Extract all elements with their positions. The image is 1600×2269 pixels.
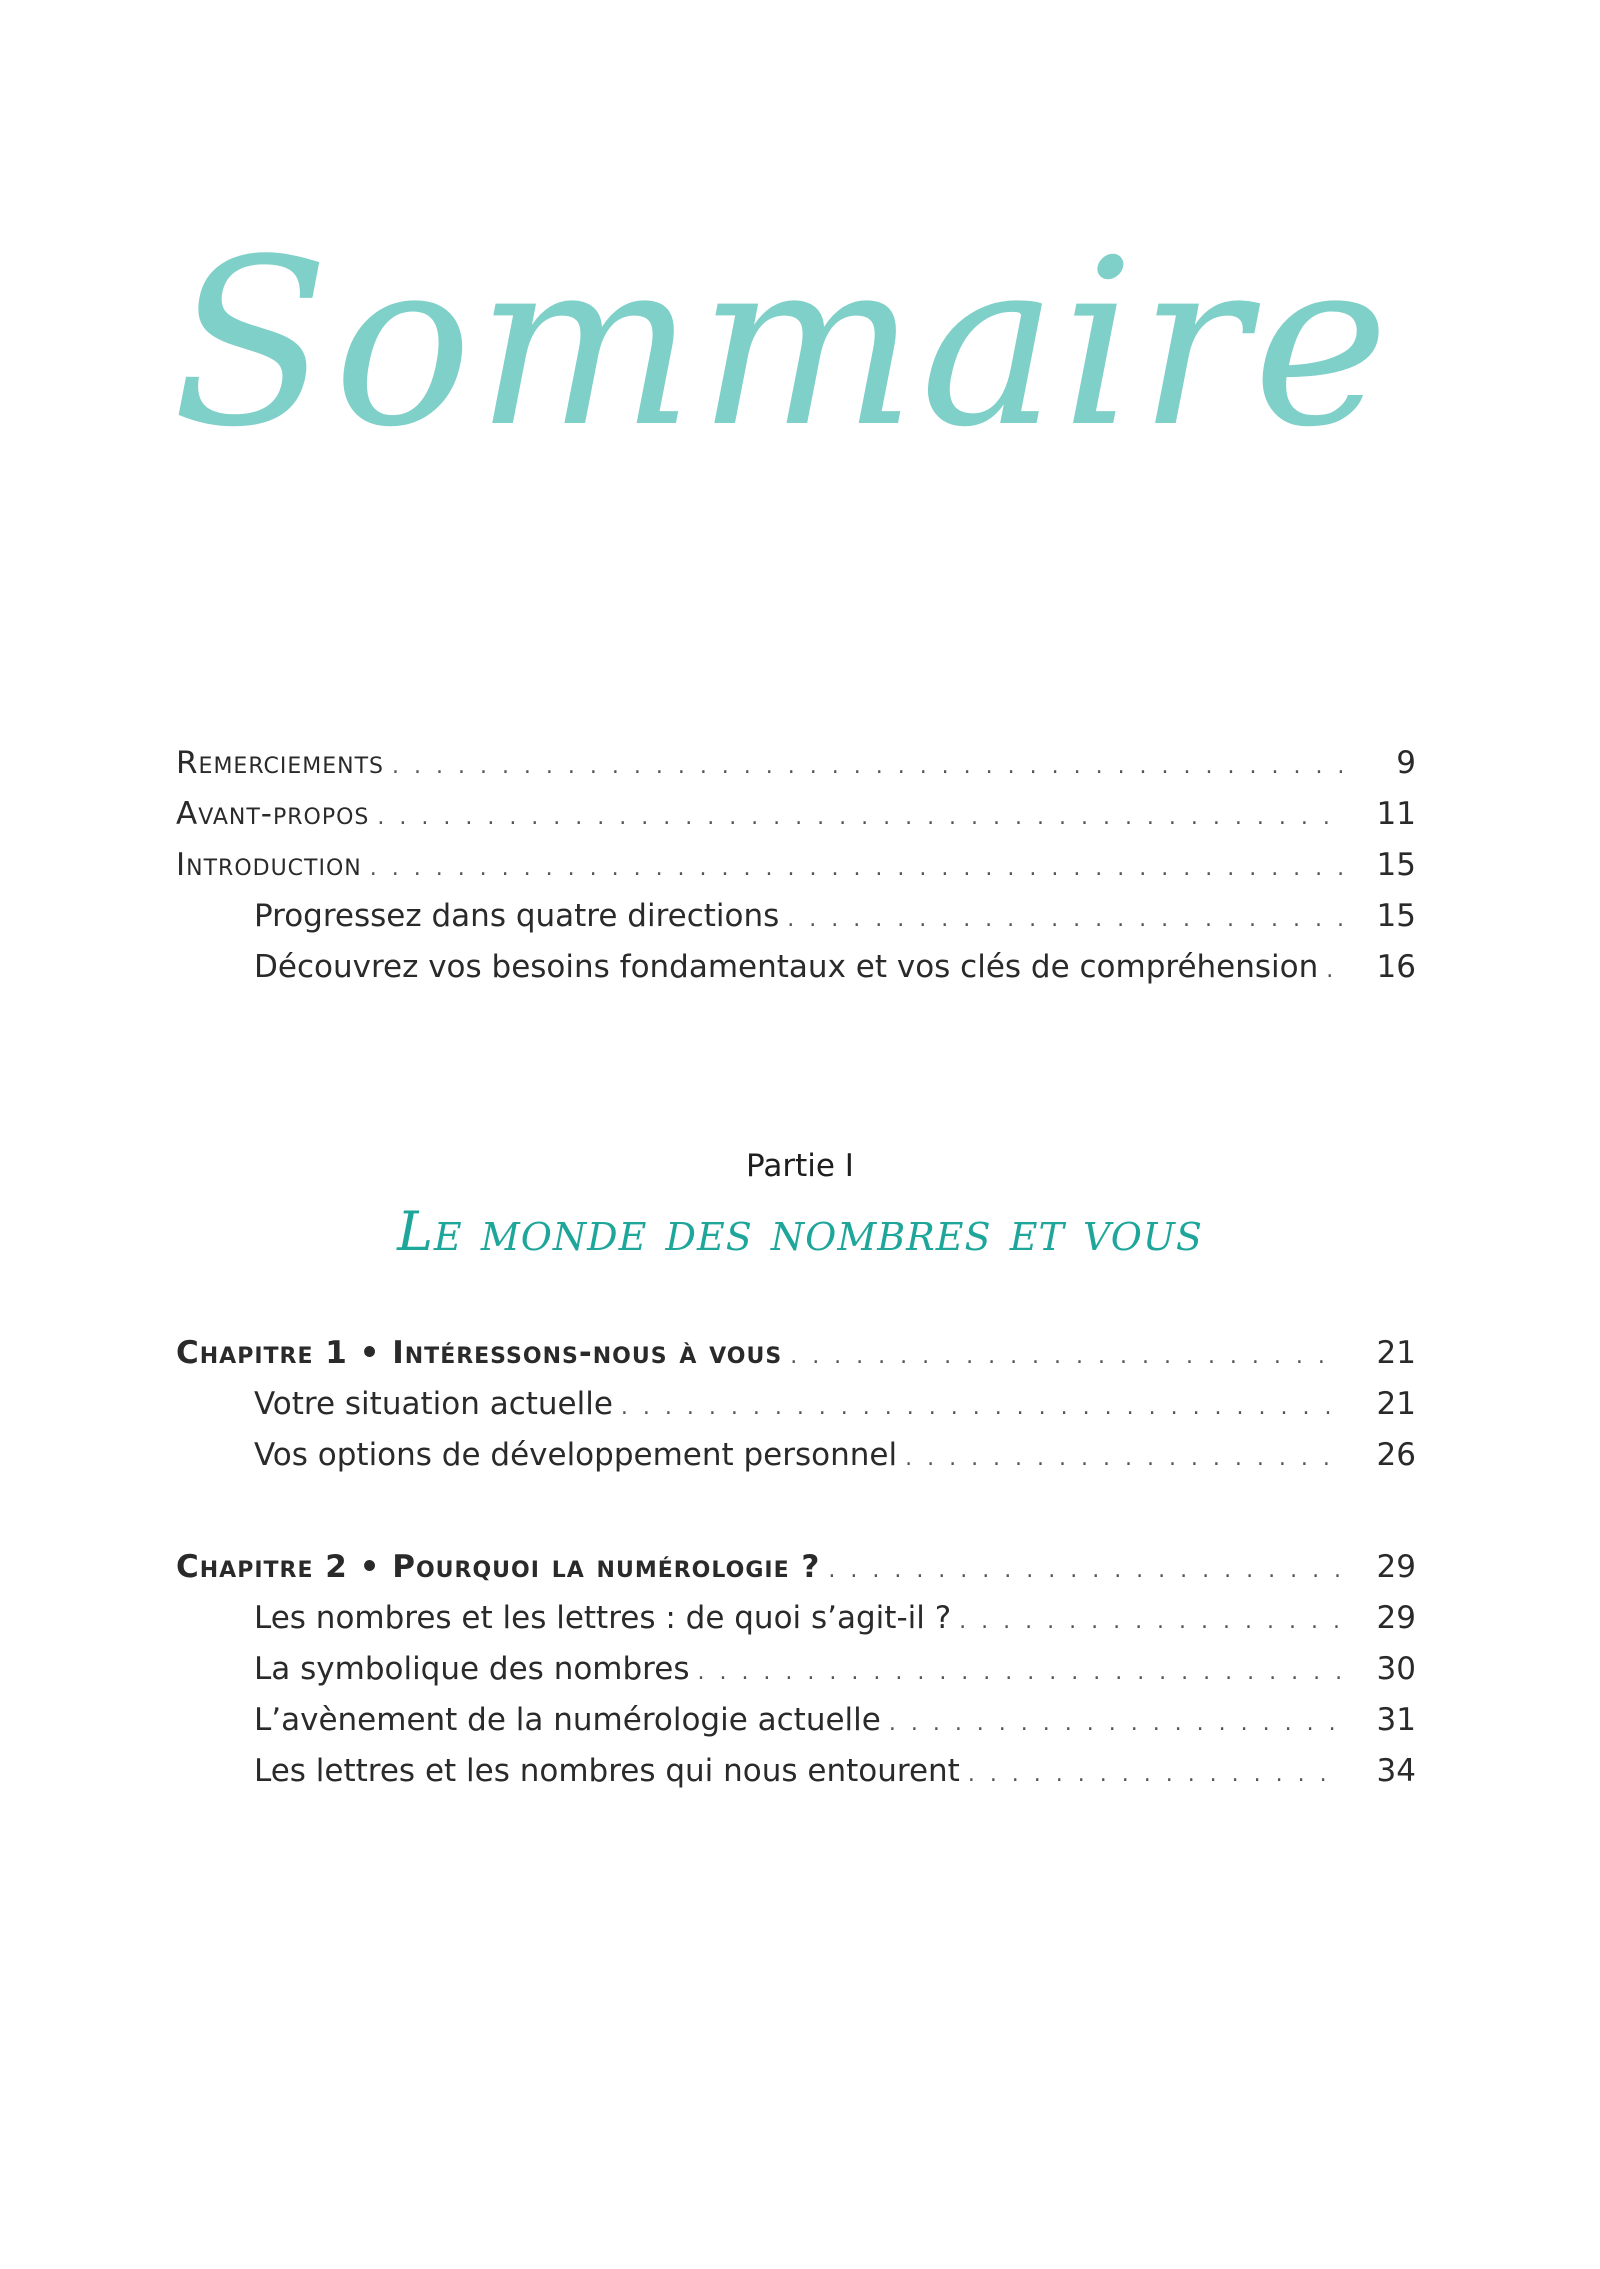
toc-chapter-1: [176, 1328, 1416, 1481]
toc-entry-label: L’avènement de la numérologie actuelle: [254, 1702, 881, 1738]
dot-leader: [905, 1433, 1342, 1484]
toc-section[interactable]: [176, 1644, 1416, 1695]
toc-entry-label: La symbolique des nombres: [254, 1651, 690, 1687]
toc-section[interactable]: [176, 1695, 1416, 1746]
dot-leader: [621, 1382, 1342, 1433]
toc-entry-label: Découvrez vos besoins fondamentaux et vos clés de compréhension: [254, 949, 1319, 985]
toc-entry-label: Les lettres et les nombres qui nous entourent: [254, 1753, 960, 1789]
toc-entry-decouvrez[interactable]: [176, 942, 1416, 993]
toc-section[interactable]: [176, 1430, 1416, 1481]
toc-page-number: 34: [1376, 1753, 1416, 1789]
dot-leader: [889, 1698, 1342, 1749]
toc-chapter-heading[interactable]: [176, 1542, 1416, 1593]
toc-entry-avant-propos[interactable]: [176, 789, 1416, 840]
toc-page-number: 21: [1376, 1335, 1416, 1371]
page-title: Sommaire: [172, 211, 1393, 478]
toc-page-number: 29: [1376, 1549, 1416, 1585]
toc-page-number: 30: [1376, 1651, 1416, 1687]
toc-entry-label: Remerciements: [176, 745, 385, 781]
toc-entry-label: Vos options de développement personnel: [254, 1437, 898, 1473]
toc-page-number: 21: [1376, 1386, 1416, 1422]
dot-leader: [392, 741, 1342, 792]
toc-entry-label: Votre situation actuelle: [254, 1386, 613, 1422]
dot-leader: [790, 1331, 1342, 1382]
toc-front-matter: [176, 738, 1416, 993]
toc-entry-label: Introduction: [176, 847, 362, 883]
toc-page-number: 29: [1376, 1600, 1416, 1636]
part-title: Le monde des nombres et vous: [397, 1200, 1203, 1263]
dot-leader: [828, 1545, 1342, 1596]
toc-entry-label: Progressez dans quatre directions: [254, 898, 780, 934]
toc-page-number: 16: [1376, 949, 1416, 985]
dot-leader: [787, 894, 1342, 945]
toc-page-number: 9: [1396, 745, 1416, 781]
toc-page-number: 31: [1376, 1702, 1416, 1738]
toc-page-number: 15: [1376, 847, 1416, 883]
toc-entry-label: Les nombres et les lettres : de quoi s’agit-il ?: [254, 1600, 952, 1636]
dot-leader: [377, 792, 1342, 843]
toc-page-number: 15: [1376, 898, 1416, 934]
toc-entry-introduction[interactable]: [176, 840, 1416, 891]
toc-entry-label: Avant-propos: [176, 796, 370, 832]
part-label: Partie I: [746, 1148, 854, 1184]
toc-entry-remerciements[interactable]: [176, 738, 1416, 789]
dot-leader: [959, 1596, 1342, 1647]
toc-chapter-heading[interactable]: [176, 1328, 1416, 1379]
dot-leader: [1326, 945, 1342, 996]
chapter-label: Chapitre 1 • Intéressons-nous à vous: [176, 1335, 783, 1371]
dot-leader: [370, 843, 1342, 894]
toc-page-number: 11: [1376, 796, 1416, 832]
toc-chapter-2: [176, 1542, 1416, 1797]
toc-page-number: 26: [1376, 1437, 1416, 1473]
chapter-label: Chapitre 2 • Pourquoi la numérologie ?: [176, 1549, 821, 1585]
toc-section[interactable]: [176, 1593, 1416, 1644]
toc-section[interactable]: [176, 1379, 1416, 1430]
dot-leader: [697, 1647, 1342, 1698]
dot-leader: [968, 1749, 1342, 1800]
toc-entry-progressez[interactable]: [176, 891, 1416, 942]
toc-section[interactable]: [176, 1746, 1416, 1797]
